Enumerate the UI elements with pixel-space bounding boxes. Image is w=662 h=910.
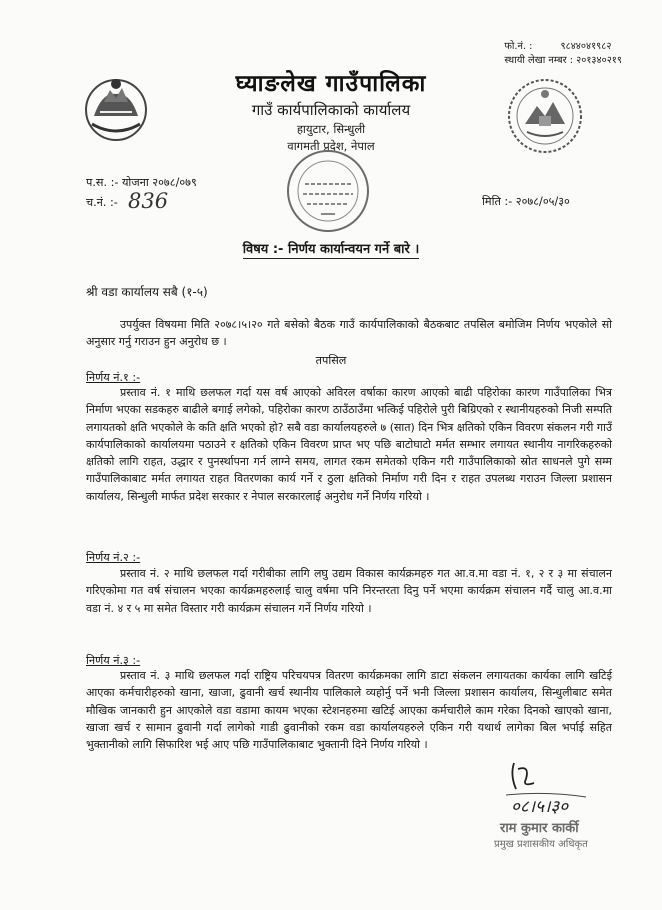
phone-label: फो.नं. : [504,41,533,52]
address-line-1: हायुटार, सिन्धुली [296,122,366,136]
addressee: श्री वडा कार्यालय सबै (१-५) [86,285,208,299]
decision-2-heading: निर्णय नं.२ :- [86,551,141,564]
subject-text: विषय :- निर्णय कार्यान्वयन गर्ने बारे । [242,242,420,257]
decision-2-text: प्रस्ताव नं. २ माथि छलफल गर्दा गरीबीका लागि लघु उद्यम विकास कार्यक्रमहरु गत आ.व.मा वडा नं. १, २ र ३ मा संचालन गरिएकोमा गत वर्ष संचालन भएका कार्यक्रमहरुलाई चालु वर्षमा पनि निरन्तरता दिनु पर्ने भएमा कार्यक्रम संचालन गर्दै चालु आ.व.मा वडा नं. ४ र ५ मा समेत विस्तार गरी कार्यक्रम संचालन गर्ने निर्णय गरियो । [86,567,612,615]
decision-1-text: प्रस्ताव नं. १ माथि छलफल गर्दा यस वर्ष आएको अविरल वर्षाका कारण आएको बाढी पहिरोका कारण गाउँपालिका भित्र निर्माण भएका सडकहरु बाढीले बगाई लगेको, पहिरोका कारण ठाउँठाउँमा भत्किई पहिरोले पुरी बिग्रिएको र स्थानीयहरुको निजी सम्पति लगायतको क्षति भएकोले के कति क्षति भएको हो? सबै वडा कार्यालयहरुले ७ (सात) दिन भित्र क्षतिको एकिन विवरण संकलन गरी गाउँ कार्यपालिकाको कार्यालयमा पठाउने र क्षतिको एकिन विवरण प्राप्त भए पछि बाटोघाटो मर्मत सम्भार लगायत स्थानीय नागरिकहरुको क्षतिको लागि राहत, उद्धार र पुनर्स्थापना गर्न लाग्ने समय, लागत रकम समेतको एकिन गरी गाउँपालिकाको स्रोत साधनले पुगे सम्म गाउँपालिकाबाट मर्मत लगायत राहत वितरणका कार्य गर्ने र ठुला क्षतिको निर्माण गरी दिन र राहत उपलब्ध गराउन जिल्ला प्रशासन कार्यालय, सिन्धुली मार्फत प्रदेश सरकार र नेपाल सरकारलाई अनुरोध गर्ने निर्णय गरियो । [86,386,612,503]
signatory-designation: प्रमुख प्रशासकीय अधिकृत [494,839,588,850]
municipality-title: घ्याङलेख गाउँपालिका [235,71,427,97]
dispatch-number: 836 [128,189,169,213]
subject-line [0,239,662,257]
handwritten-date: ०८।५।३० [511,797,569,817]
dispatch-label: च.नं. :- [86,196,118,209]
phone-value: ९८४४०४१९८२ [560,41,612,52]
decision-2-body [86,565,612,617]
pan-label: स्थायी लेखा नम्बर : [504,55,574,66]
decision-3-text: प्रस्ताव नं. ३ माथि छलफल गर्दा राष्ट्रिय परिचयपत्र वितरण कार्यक्रमका लागि डाटा संकलन लगायतका कार्यका लागि खटिई आएका कर्मचारीहरुको खाना, खाजा, ढुवानी खर्च स्थानीय पालिकाले व्यहोर्नु पर्ने भनी जिल्ला प्रशासन कार्यालय, सिन्धुलीबाट समेत मौखिक जानकारी हुन आएकोले वडा वडामा कायम भएका स्टेशनहरुमा खटिई आएका कर्मचारीले काम गरेका दिनको खाएको खाना, खाजा खर्च र सामान ढुवानी गर्दा लागेको गाडी ढुवानीको रकम वडा कार्यालयहरुले एकिन गरी यथार्थ लागेका बिल भर्पाई सहित भुक्तानीको लागि सिफारिश भई आए पछि गाउँपालिकाबाट भुक्तानी दिने निर्णय गरियो । [86,669,612,752]
letter-date: मिति :- २०७८/०५/३० [482,195,570,208]
reference-number: प.स. :- योजना २०७८/०७९ [86,176,197,189]
decision-3-heading: निर्णय नं.३ :- [86,654,141,667]
decision-3-body [86,667,612,753]
address-line-2: वागमती प्रदेश, नेपाल [287,139,375,153]
signatory-name: राम कुमार कार्की [500,821,579,836]
intro-text: उपर्युक्त विषयमा मिति २०७८।५।२० गते बसेको बैठक गाउँ कार्यपालिकाको बैठकबाट तपसिल बमोजिम निर्णय भएकोले सो अनुसार गर्नु गराउन हुन अनुरोध छ । [86,318,612,349]
intro-paragraph [86,316,612,351]
decision-1-body [86,384,612,505]
tapasil-heading: तपसिल [315,354,347,367]
office-name: गाउँ कार्यपालिकाको कार्यालय [251,101,411,119]
contact-block [504,40,622,68]
decision-1-heading: निर्णय नं.१ :- [86,371,141,384]
pan-value: २०१३४०२१९ [576,55,622,66]
official-stamp [285,148,371,234]
